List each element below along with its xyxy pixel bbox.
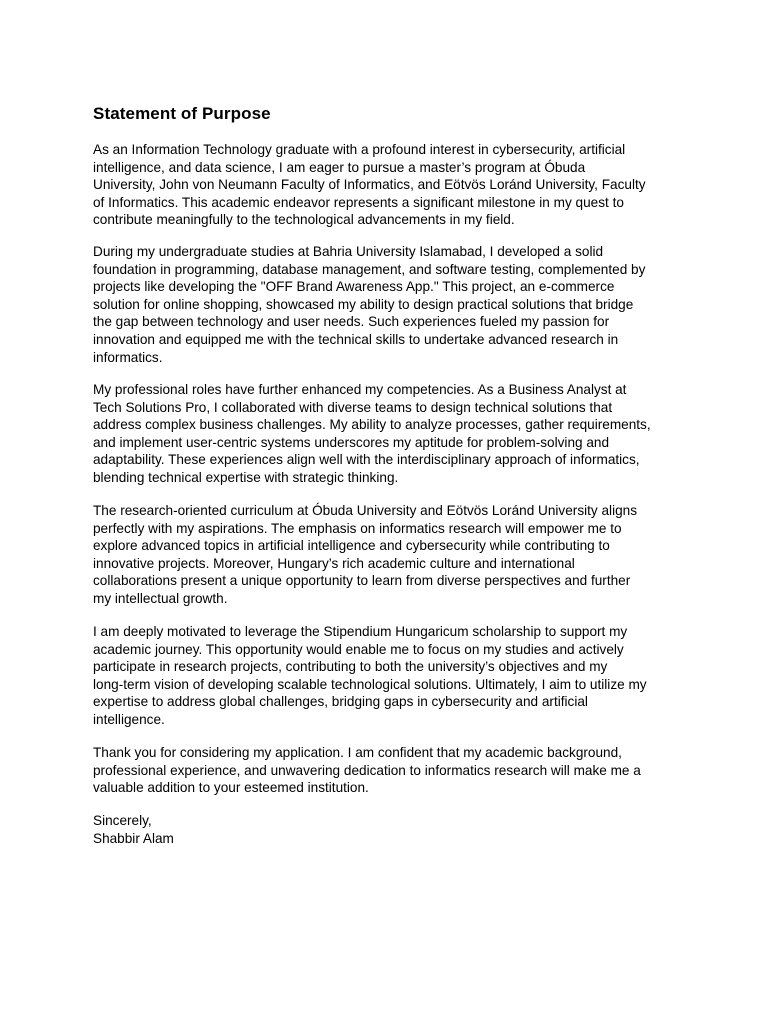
text-line: projects like developing the "OFF Brand Awareness App." This project, an e-commerce — [93, 279, 615, 295]
text-line: participate in research projects, contributing to both the university’s objectives and my — [93, 659, 608, 675]
text-line: Tech Solutions Pro, I collaborated with diverse teams to design technical solutions that — [93, 399, 613, 415]
text-line: perfectly with my aspirations. The emphasis on informatics research will empower me to — [93, 520, 622, 536]
text-line: professional experience, and unwavering dedication to informatics research will make me a — [93, 762, 641, 778]
text-line: intelligence, and data science, I am eager to pursue a master’s program at Óbuda — [93, 159, 586, 175]
text-line: The research-oriented curriculum at Óbuda University and Eötvös Loránd University aligns — [93, 503, 638, 518]
text-line: intelligence. — [93, 711, 165, 727]
text-line: academic journey. This opportunity would enable me to focus on my studies and actively — [93, 641, 624, 657]
text-line: foundation in programming, database management, and software testing, complemented by — [93, 261, 646, 277]
text-line: innovation and equipped me with the technical skills to undertake advanced research in — [93, 331, 619, 347]
paragraph-education — [93, 243, 645, 366]
text-line: solution for online shopping, showcased my ability to design practical solutions that bridge — [93, 296, 634, 312]
text-line: the gap between technology and user needs. Such experiences fueled my passion for — [93, 314, 610, 330]
text-line: innovative projects. Moreover, Hungary’s rich academic culture and international — [93, 555, 575, 571]
text-line: of Informatics. This academic endeavor represents a significant milestone in my quest to — [93, 194, 624, 210]
text-line: explore advanced topics in artificial intelligence and cybersecurity while contributing to — [93, 538, 610, 554]
text-line: long-term vision of developing scalable technological solutions. Ultimately, I aim to utilize my — [93, 676, 647, 692]
text-line: My professional roles have further enhanced my competencies. As a Business Analyst at — [93, 382, 627, 397]
text-line: Thank you for considering my application. I am confident that my academic background, — [93, 745, 622, 760]
text-line: blending technical expertise with strategic thinking. — [93, 469, 399, 485]
paragraph-professional — [93, 381, 651, 487]
text-line: my intellectual growth. — [93, 590, 228, 606]
text-line: collaborations present a unique opportunity to learn from diverse perspectives and further — [93, 573, 631, 589]
text-line: During my undergraduate studies at Bahria University Islamabad, I developed a solid — [93, 244, 604, 259]
text-line: As an Information Technology graduate with a profound interest in cybersecurity, artificial — [93, 142, 626, 157]
text-line: I am deeply motivated to leverage the Stipendium Hungaricum scholarship to support my — [93, 624, 628, 639]
text-line: contribute meaningfully to the technological advancements in my field. — [93, 212, 515, 228]
signature-name: Shabbir Alam — [93, 830, 174, 846]
text-line: adaptability. These experiences align well with the interdisciplinary approach of informatics, — [93, 452, 640, 468]
signature-block — [93, 812, 174, 847]
document-title: Statement of Purpose — [93, 104, 271, 123]
paragraph-thanks — [93, 744, 641, 797]
paragraph-curriculum — [93, 502, 637, 608]
text-line: and implement user-centric systems underscores my aptitude for problem-solving and — [93, 434, 610, 450]
text-line: valuable addition to your esteemed institution. — [93, 780, 369, 796]
paragraph-intro — [93, 141, 646, 229]
text-line: informatics. — [93, 349, 163, 365]
text-line: University, John von Neumann Faculty of Informatics, and Eötvös Loránd University, Faculty — [93, 177, 646, 193]
paragraph-scholarship — [93, 623, 647, 729]
closing: Sincerely, — [93, 813, 152, 828]
text-line: address complex business challenges. My ability to analyze processes, gather requirements, — [93, 417, 651, 433]
text-line: expertise to address global challenges, bridging gaps in cybersecurity and artificial — [93, 694, 588, 710]
